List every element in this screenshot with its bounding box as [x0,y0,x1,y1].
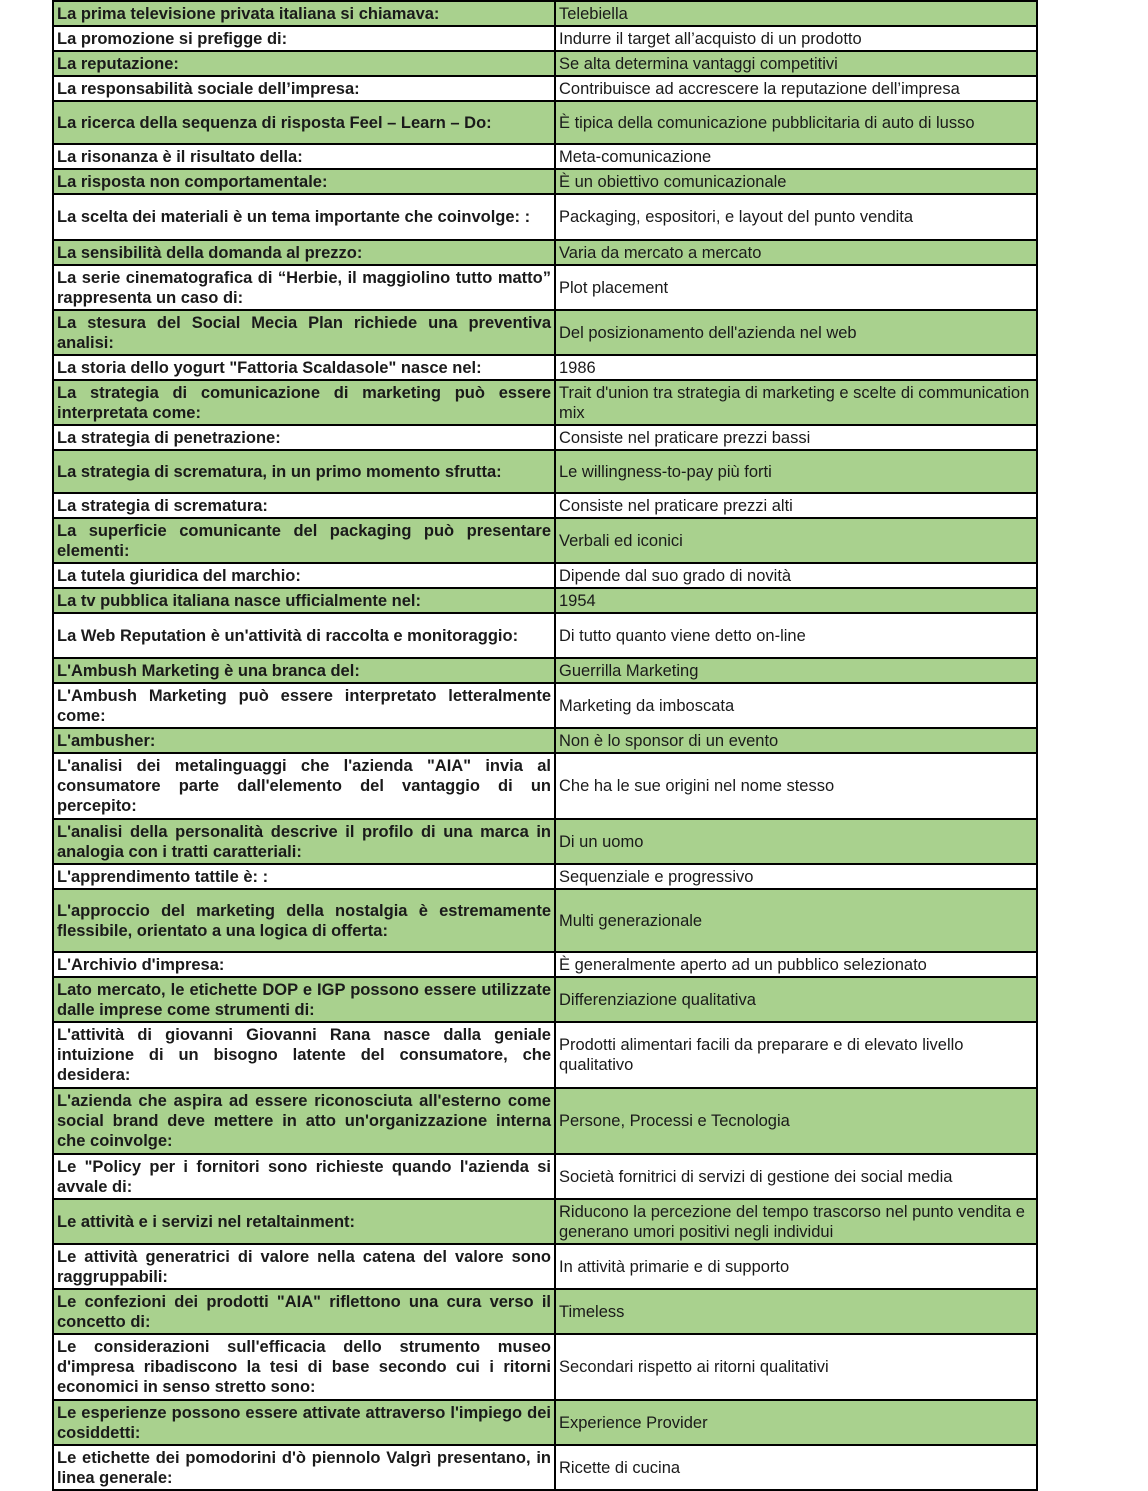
question-cell: La sensibilità della domanda al prezzo: [53,240,555,265]
question-cell: La tutela giuridica del marchio: [53,563,555,588]
answer-cell: È un obiettivo comunicazionale [555,169,1037,194]
table-row [53,613,1037,658]
question-cell: L'approccio del marketing della nostalgia è estremamente flessibile, orientato a una logica di offerta: [53,889,555,952]
table-row [53,1244,1037,1289]
question-cell: L'azienda che aspira ad essere riconosciuta all'esterno come social brand deve mettere in atto un'organizzazione interna che coinvolge: [53,1088,555,1154]
question-cell: Le considerazioni sull'efficacia dello strumento museo d'impresa ribadiscono la tesi di base secondo cui i ritorni economici in senso stretto sono: [53,1334,555,1400]
table-row [53,1334,1037,1400]
answer-cell: Consiste nel praticare prezzi alti [555,493,1037,518]
answer-cell: Del posizionamento dell'azienda nel web [555,310,1037,355]
question-cell: La risposta non comportamentale: [53,169,555,194]
question-cell: La tv pubblica italiana nasce ufficialmente nel: [53,588,555,613]
question-cell: Le "Policy per i fornitori sono richieste quando l'azienda si avvale di: [53,1154,555,1199]
question-cell: La strategia di penetrazione: [53,425,555,450]
question-cell: La superficie comunicante del packaging può presentare elementi: [53,518,555,563]
table-row [53,1154,1037,1199]
table-row [53,144,1037,169]
table-row [53,1022,1037,1088]
answer-cell: Consiste nel praticare prezzi bassi [555,425,1037,450]
question-cell: Le attività e i servizi nel retaltainment: [53,1199,555,1244]
table-row [53,26,1037,51]
table-row [53,658,1037,683]
question-cell: La storia dello yogurt "Fattoria Scaldasole" nasce nel: [53,355,555,380]
answer-cell: Differenziazione qualitativa [555,977,1037,1022]
table-row [53,753,1037,819]
table-row [53,1088,1037,1154]
answer-cell: È generalmente aperto ad un pubblico selezionato [555,952,1037,977]
table-row [53,889,1037,952]
question-cell: La reputazione: [53,51,555,76]
answer-cell: Timeless [555,1289,1037,1334]
question-cell: L'Archivio d'impresa: [53,952,555,977]
question-cell: L'analisi dei metalinguaggi che l'azienda "AIA" invia al consumatore parte dall'elemento del vantaggio di un percepito: [53,753,555,819]
answer-cell: Secondari rispetto ai ritorni qualitativi [555,1334,1037,1400]
table-row [53,1199,1037,1244]
table-row [53,450,1037,493]
table-row [53,493,1037,518]
question-cell: La serie cinematografica di “Herbie, il maggiolino tutto matto” rappresenta un caso di: [53,265,555,310]
answer-cell: Verbali ed iconici [555,518,1037,563]
answer-cell: 1954 [555,588,1037,613]
answer-cell: Contribuisce ad accrescere la reputazione dell’impresa [555,76,1037,101]
table-row [53,683,1037,728]
question-cell: La stesura del Social Mecia Plan richiede una preventiva analisi: [53,310,555,355]
question-cell: Le esperienze possono essere attivate attraverso l'impiego dei cosiddetti: [53,1400,555,1445]
answer-cell: Società fornitrici di servizi di gestione dei social media [555,1154,1037,1199]
answer-cell: Di un uomo [555,819,1037,864]
question-cell: La risonanza è il risultato della: [53,144,555,169]
qa-table [52,0,1038,1491]
table-row [53,1445,1037,1490]
question-cell: L'apprendimento tattile è: : [53,864,555,889]
table-row [53,952,1037,977]
answer-cell: Meta-comunicazione [555,144,1037,169]
answer-cell: Multi generazionale [555,889,1037,952]
answer-cell: Non è lo sponsor di un evento [555,728,1037,753]
answer-cell: Persone, Processi e Tecnologia [555,1088,1037,1154]
table-row [53,169,1037,194]
table-row [53,977,1037,1022]
question-cell: Le confezioni dei prodotti "AIA" riflettono una cura verso il concetto di: [53,1289,555,1334]
table-row [53,864,1037,889]
table-row [53,1400,1037,1445]
question-cell: Le etichette dei pomodorini d'ò piennolo Valgrì presentano, in linea generale: [53,1445,555,1490]
answer-cell: Che ha le sue origini nel nome stesso [555,753,1037,819]
answer-cell: Experience Provider [555,1400,1037,1445]
answer-cell: Di tutto quanto viene detto on-line [555,613,1037,658]
table-row [53,355,1037,380]
table-row [53,518,1037,563]
question-cell: La scelta dei materiali è un tema importante che coinvolge: : [53,194,555,240]
table-row [53,728,1037,753]
answer-cell: Indurre il target all’acquisto di un prodotto [555,26,1037,51]
answer-cell: Marketing da imboscata [555,683,1037,728]
question-cell: Lato mercato, le etichette DOP e IGP possono essere utilizzate dalle imprese come strumenti di: [53,977,555,1022]
question-cell: Le attività generatrici di valore nella catena del valore sono raggruppabili: [53,1244,555,1289]
question-cell: La ricerca della sequenza di risposta Feel – Learn – Do: [53,101,555,144]
question-cell: La Web Reputation è un'attività di raccolta e monitoraggio: [53,613,555,658]
answer-cell: Guerrilla Marketing [555,658,1037,683]
table-row [53,819,1037,864]
answer-cell: Le willingness-to-pay più forti [555,450,1037,493]
table-row [53,51,1037,76]
table-row [53,425,1037,450]
table-row [53,310,1037,355]
answer-cell: In attività primarie e di supporto [555,1244,1037,1289]
answer-cell: Varia da mercato a mercato [555,240,1037,265]
question-cell: L'ambusher: [53,728,555,753]
question-cell: L'Ambush Marketing può essere interpretato letteralmente come: [53,683,555,728]
table-row [53,1,1037,26]
table-row [53,240,1037,265]
question-cell: La strategia di scrematura: [53,493,555,518]
answer-cell: Prodotti alimentari facili da preparare e di elevato livello qualitativo [555,1022,1037,1088]
answer-cell: È tipica della comunicazione pubblicitaria di auto di lusso [555,101,1037,144]
answer-cell: 1986 [555,355,1037,380]
answer-cell: Riducono la percezione del tempo trascorso nel punto vendita e generano umori positivi negli individui [555,1199,1037,1244]
answer-cell: Se alta determina vantaggi competitivi [555,51,1037,76]
answer-cell: Ricette di cucina [555,1445,1037,1490]
table-row [53,588,1037,613]
table-row [53,76,1037,101]
table-row [53,380,1037,425]
answer-cell: Sequenziale e progressivo [555,864,1037,889]
answer-cell: Plot placement [555,265,1037,310]
answer-cell: Packaging, espositori, e layout del punto vendita [555,194,1037,240]
question-cell: La strategia di scrematura, in un primo momento sfrutta: [53,450,555,493]
question-cell: La promozione si prefigge di: [53,26,555,51]
table-row [53,563,1037,588]
question-cell: L'Ambush Marketing è una branca del: [53,658,555,683]
answer-cell: Dipende dal suo grado di novità [555,563,1037,588]
table-row [53,194,1037,240]
table-row [53,1289,1037,1334]
answer-cell: Trait d'union tra strategia di marketing e scelte di communication mix [555,380,1037,425]
question-cell: La prima televisione privata italiana si chiamava: [53,1,555,26]
answer-cell: Telebiella [555,1,1037,26]
table-row [53,101,1037,144]
question-cell: L'analisi della personalità descrive il profilo di una marca in analogia con i tratti caratteriali: [53,819,555,864]
question-cell: La strategia di comunicazione di marketing può essere interpretata come: [53,380,555,425]
table-row [53,265,1037,310]
question-cell: L'attività di giovanni Giovanni Rana nasce dalla geniale intuizione di un bisogno latente del consumatore, che desidera: [53,1022,555,1088]
question-cell: La responsabilità sociale dell’impresa: [53,76,555,101]
